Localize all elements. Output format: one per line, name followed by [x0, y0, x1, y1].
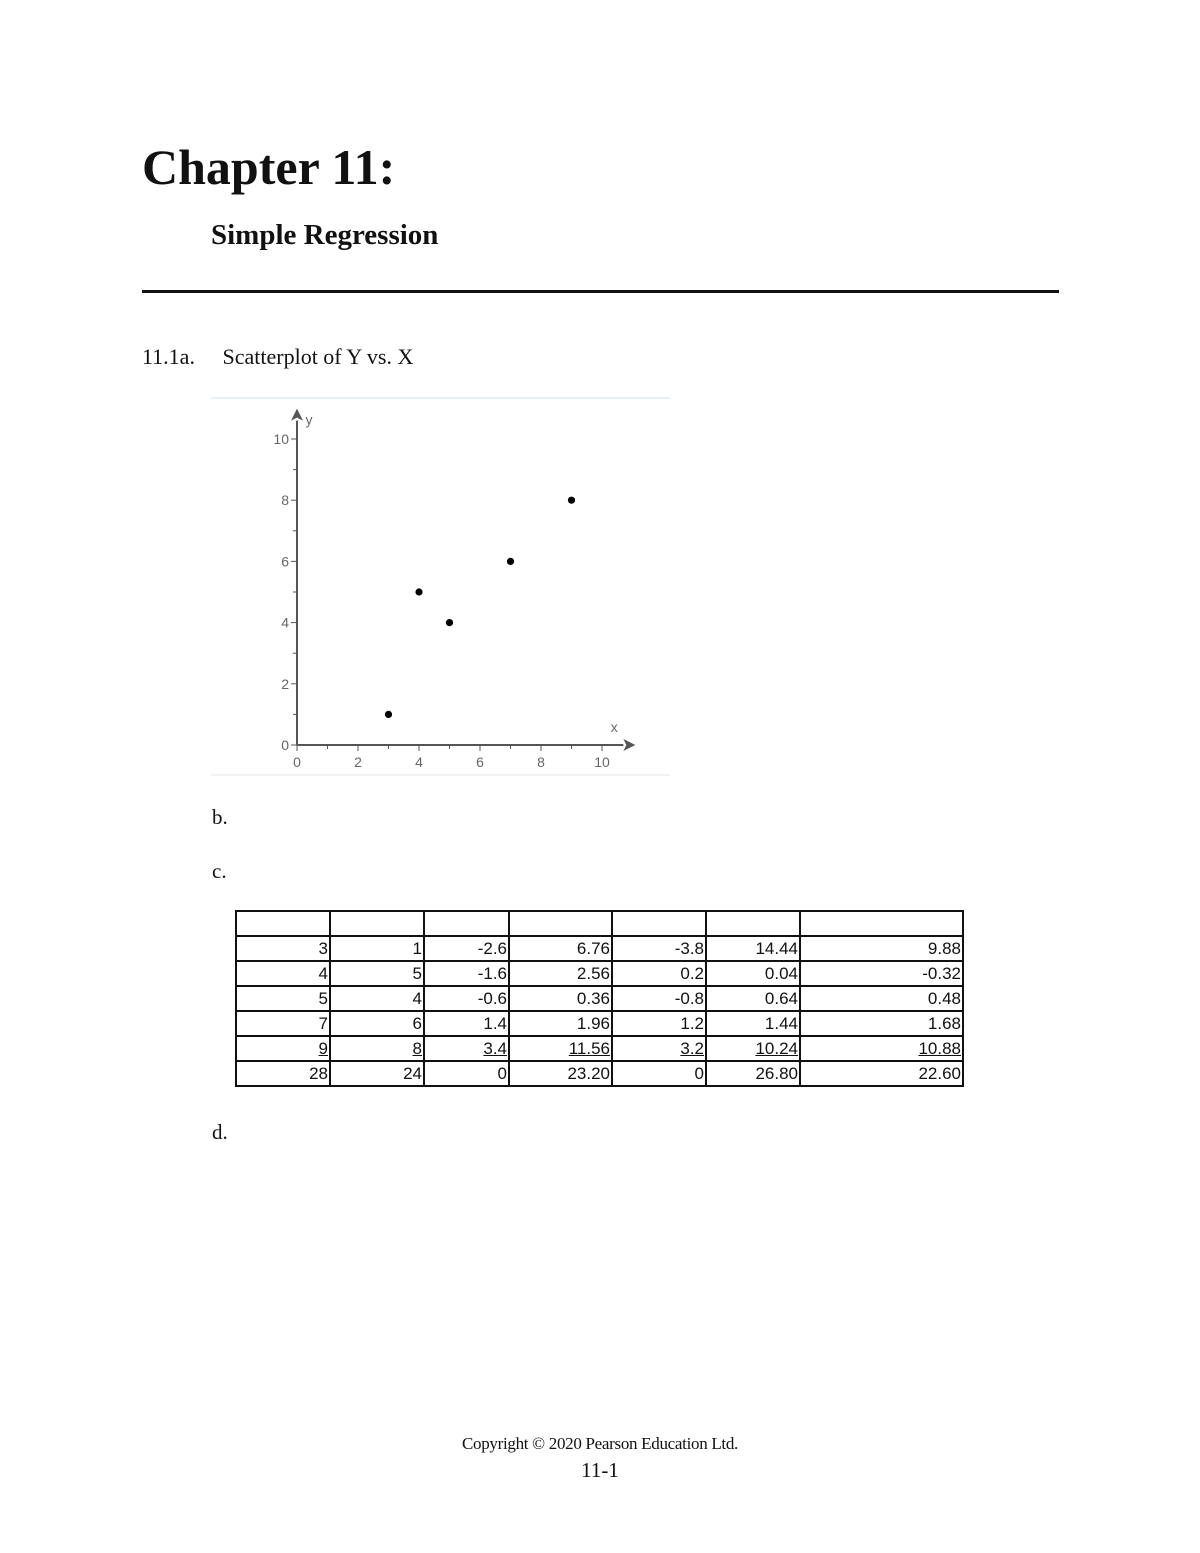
- table-cell: [706, 1061, 800, 1086]
- table-cell-value: 3: [318, 939, 328, 958]
- copyright-notice: Copyright © 2020 Pearson Education Ltd.: [461, 1434, 738, 1453]
- table-row: [236, 936, 963, 961]
- table-cell: [236, 1011, 330, 1036]
- table-cell-value: 6: [412, 1014, 422, 1033]
- table-cell: [236, 961, 330, 986]
- x-axis-label: x: [610, 719, 618, 735]
- table-cell-value: 0.36: [576, 989, 610, 1008]
- table-cell: [424, 961, 509, 986]
- table-cell: [236, 1061, 330, 1086]
- table-cell-value: 24: [403, 1064, 422, 1083]
- header-divider: [142, 290, 1059, 293]
- table-cell-value: 23.20: [567, 1064, 610, 1083]
- table-cell-value: 0.64: [764, 989, 798, 1008]
- computation-table: [235, 910, 964, 1087]
- table-cell: [509, 1011, 612, 1036]
- table-header-cell: [800, 911, 963, 936]
- x-tick-label: 8: [537, 754, 545, 770]
- table-cell: [612, 1036, 706, 1061]
- table-cell: [330, 936, 424, 961]
- data-point: [507, 558, 514, 565]
- y-tick-label: 10: [273, 431, 289, 447]
- page-number: 11-1: [581, 1458, 619, 1482]
- table-cell-value: 1: [412, 939, 422, 958]
- chapter-subtitle: Simple Regression: [211, 219, 439, 251]
- table-cell: [509, 936, 612, 961]
- table-cell: [509, 1036, 612, 1061]
- table-cell-value: 1.44: [764, 1014, 798, 1033]
- table-cell-value: 0.2: [680, 964, 704, 983]
- problem-heading: [142, 344, 413, 370]
- table-header-cell: [612, 911, 706, 936]
- table-cell-value: -3.8: [674, 939, 704, 958]
- table-cell: [424, 1061, 509, 1086]
- problem-number: 11.1a.: [142, 344, 195, 369]
- table-cell-value: 9.88: [927, 939, 961, 958]
- x-tick-label: 10: [594, 754, 610, 770]
- problem-title: Scatterplot of Y vs. X: [222, 344, 414, 369]
- table-cell-value: 1.68: [927, 1014, 961, 1033]
- x-tick-label: 6: [476, 754, 484, 770]
- table-cell-value: 3.4: [483, 1039, 507, 1058]
- table-cell-value: -0.6: [477, 989, 507, 1008]
- table-cell: [800, 1061, 963, 1086]
- table-cell-value: 26.80: [755, 1064, 798, 1083]
- table-cell: [706, 936, 800, 961]
- table-cell: [509, 986, 612, 1011]
- table-cell: [330, 1011, 424, 1036]
- x-tick-label: 4: [415, 754, 423, 770]
- table-cell: [236, 986, 330, 1011]
- table-header-cell: [424, 911, 509, 936]
- table-header-cell: [236, 911, 330, 936]
- table-header-row: [236, 911, 963, 936]
- part-c-label: c.: [212, 859, 227, 883]
- table-cell-value: 7: [318, 1014, 328, 1033]
- x-tick-label: 2: [354, 754, 362, 770]
- table-row: [236, 986, 963, 1011]
- table-cell: [800, 1036, 963, 1061]
- data-point: [446, 619, 453, 626]
- scatterplot-svg: [211, 397, 670, 777]
- table-cell: [706, 1036, 800, 1061]
- table-total-row: [236, 1061, 963, 1086]
- table-cell: [424, 1011, 509, 1036]
- table-cell-value: 1.4: [483, 1014, 507, 1033]
- table-row: [236, 1036, 963, 1061]
- table-cell-value: 0: [497, 1064, 507, 1083]
- table-cell: [612, 936, 706, 961]
- table-cell: [236, 1036, 330, 1061]
- table-cell: [706, 961, 800, 986]
- table-cell-value: 4: [318, 964, 328, 983]
- table-cell: [612, 961, 706, 986]
- table-cell-value: -2.6: [477, 939, 507, 958]
- table-cell: [330, 986, 424, 1011]
- table-cell-value: 11.56: [568, 1039, 610, 1058]
- part-d-label: d.: [212, 1120, 228, 1144]
- table-cell-value: 1.2: [680, 1014, 704, 1033]
- table-cell: [800, 1011, 963, 1036]
- table-cell: [706, 986, 800, 1011]
- y-tick-label: 2: [281, 675, 289, 692]
- table-row: [236, 961, 963, 986]
- table-cell: [800, 936, 963, 961]
- table-cell: [330, 1036, 424, 1061]
- table-cell-value: 8: [412, 1039, 422, 1058]
- table-cell-value: 28: [309, 1064, 328, 1083]
- table-header-cell: [509, 911, 612, 936]
- table-cell: [236, 936, 330, 961]
- table-cell: [424, 1036, 509, 1061]
- table-cell: [800, 961, 963, 986]
- data-point: [415, 588, 422, 595]
- table-cell-value: 22.60: [918, 1064, 961, 1083]
- table-cell-value: 6.76: [576, 939, 610, 958]
- table-cell: [612, 1061, 706, 1086]
- table-cell: [424, 986, 509, 1011]
- data-point: [385, 711, 392, 718]
- table-cell: [800, 986, 963, 1011]
- data-point: [568, 497, 575, 504]
- table-cell-value: -1.6: [477, 964, 507, 983]
- y-tick-label: 0: [281, 737, 289, 753]
- table-cell-value: 9: [318, 1039, 328, 1058]
- x-tick-label: 0: [293, 754, 301, 770]
- table-cell-value: 0: [694, 1064, 704, 1083]
- table-cell: [706, 1011, 800, 1036]
- table-cell-value: 1.96: [576, 1014, 610, 1033]
- table-header-cell: [330, 911, 424, 936]
- scatterplot: [211, 397, 670, 777]
- table-cell-value: 0.48: [927, 989, 961, 1008]
- table-cell-value: 10.24: [755, 1039, 798, 1058]
- chapter-title: Chapter 11:: [142, 139, 396, 195]
- table-cell-value: 14.44: [755, 939, 798, 958]
- table-cell-value: 5: [318, 989, 328, 1008]
- y-tick-label: 4: [281, 614, 289, 631]
- table-row: [236, 1011, 963, 1036]
- table-cell-value: 3.2: [680, 1039, 704, 1058]
- table-cell-value: 0.04: [764, 964, 798, 983]
- table-header-cell: [706, 911, 800, 936]
- y-axis-label: y: [305, 411, 313, 428]
- table-cell: [509, 961, 612, 986]
- table-cell: [330, 1061, 424, 1086]
- table-cell: [612, 1011, 706, 1036]
- table-cell: [612, 986, 706, 1011]
- x-axis-arrow: [623, 739, 635, 751]
- table-cell: [509, 1061, 612, 1086]
- table-cell-value: 5: [412, 964, 422, 983]
- part-b-label: b.: [212, 805, 228, 829]
- y-tick-label: 8: [281, 492, 289, 509]
- table-cell: [424, 936, 509, 961]
- table-cell-value: 2.56: [576, 964, 610, 983]
- table-cell-value: 10.88: [918, 1039, 961, 1058]
- table-cell-value: 4: [412, 989, 422, 1008]
- table-cell-value: -0.8: [674, 989, 704, 1008]
- table-cell-value: -0.32: [922, 964, 961, 983]
- y-tick-label: 6: [281, 553, 289, 570]
- y-axis-arrow: [291, 409, 303, 421]
- table-cell: [330, 961, 424, 986]
